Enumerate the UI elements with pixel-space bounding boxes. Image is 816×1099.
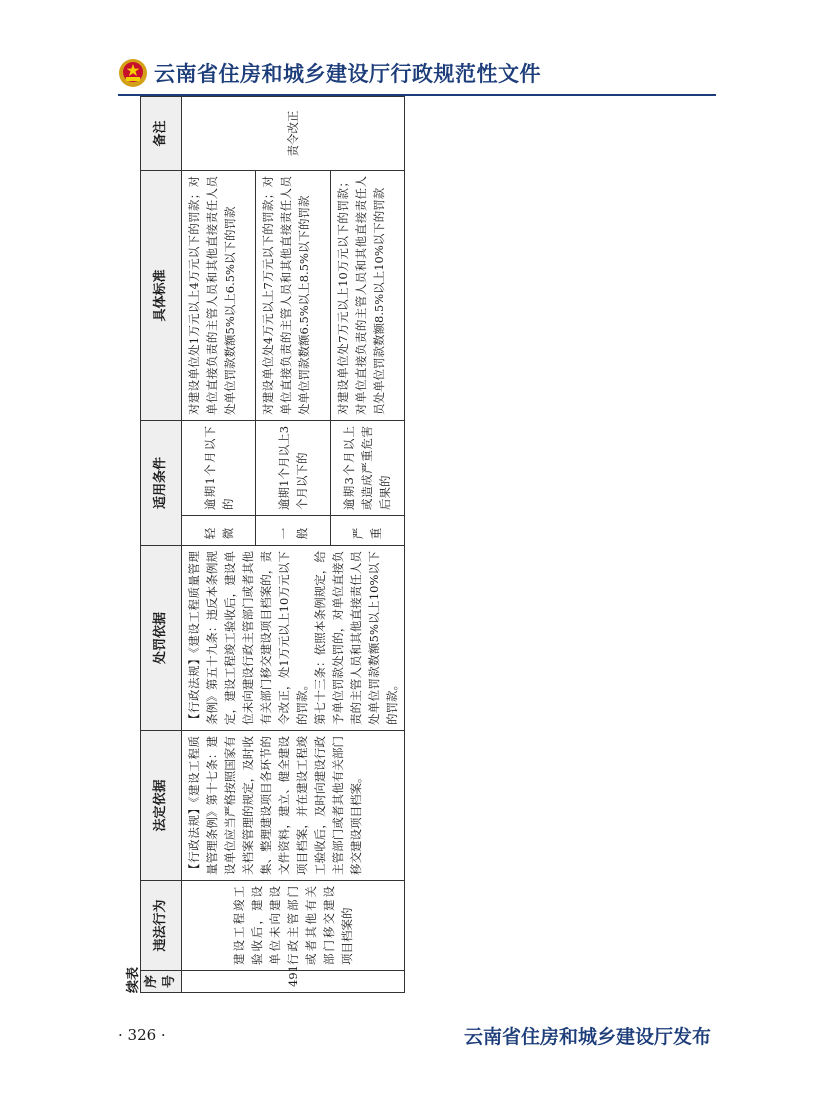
continued-label: 续表 — [126, 966, 141, 993]
cell-seq: 491 — [182, 971, 405, 993]
cell-remark: 责令改正 — [182, 96, 405, 170]
column-header-penalty-basis: 处罚依据 — [141, 546, 182, 731]
national-emblem-icon — [118, 58, 148, 88]
cell-standard-minor: 对建设单位处1万元以上4万元以下的罚款；对单位直接负责的主管人员和其他直接责任人员处单位罚款数额5%以上6.5%以下的罚款 — [182, 170, 256, 420]
page-number: · 326 · — [118, 1026, 166, 1044]
cell-level-general: 一般 — [256, 516, 330, 546]
cell-violation: 建设工程竣工验收后，建设单位未向建设行政主管部门或者其他有关部门移交建设项目档案的 — [182, 881, 405, 971]
cell-level-minor: 轻微 — [182, 516, 256, 546]
column-header-legal-basis: 法定依据 — [141, 731, 182, 881]
column-header-seq: 序号 — [141, 971, 182, 993]
table-header-row — [141, 96, 182, 992]
cell-condition-general: 逾期1个月以上3个月以下的 — [256, 420, 330, 515]
penalty-basis-paragraph-2: 第七十三条：依照本条例规定，给予单位罚款处罚的，对单位直接负责的主管人员和其他直接责任人员处单位罚款数额5%以上10%以下的罚款。 — [313, 551, 399, 725]
cell-standard-severe: 对建设单位处7万元以上10万元以下的罚款；对单位直接负责的主管人员和其他直接责任人员处单位罚款数额8.5%以上10%以下的罚款 — [330, 170, 404, 420]
cell-standard-general: 对建设单位处4万元以上7万元以下的罚款；对单位直接负责的主管人员和其他直接责任人员处单位罚款数额6.5%以上8.5%以下的罚款 — [256, 170, 330, 420]
cell-condition-minor: 逾期1个月以下的 — [182, 420, 256, 515]
rotated-table-container — [122, 97, 447, 993]
penalty-basis-paragraph-1: 【行政法规】《建设工程质量管理条例》第五十九条：违反本条例规定，建设工程竣工验收后，建设单位未向建设行政主管部门或者其他有关部门移交建设项目档案的，责令改正，处1万元以上10万元以下的罚款。 — [187, 551, 309, 725]
column-header-condition: 适用条件 — [141, 420, 182, 545]
cell-condition-severe: 逾期3个月以上或造成严重危害后果的 — [330, 420, 404, 515]
cell-level-severe: 严重 — [330, 516, 404, 546]
column-header-violation: 违法行为 — [141, 881, 182, 971]
penalty-standard-table — [140, 96, 405, 993]
column-header-standard: 具体标准 — [141, 170, 182, 420]
cell-legal-basis: 【行政法规】《建设工程质量管理条例》第十七条：建设单位应当严格按照国家有关档案管理的规定，及时收集、整理建设项目各环节的文件资料，建立、健全建设项目档案，并在建设工程竣工验收后，及时向建设行政主管部门或者其他有关部门移交建设项目档案。 — [182, 731, 405, 881]
header-title: 云南省住房和城乡建设厅行政规范性文件 — [154, 62, 541, 86]
cell-penalty-basis — [182, 546, 405, 731]
footer-publisher: 云南省住房和城乡建设厅发布 — [463, 1026, 711, 1048]
column-header-remark: 备注 — [141, 96, 182, 170]
document-header — [118, 56, 541, 90]
table-row — [182, 96, 256, 992]
